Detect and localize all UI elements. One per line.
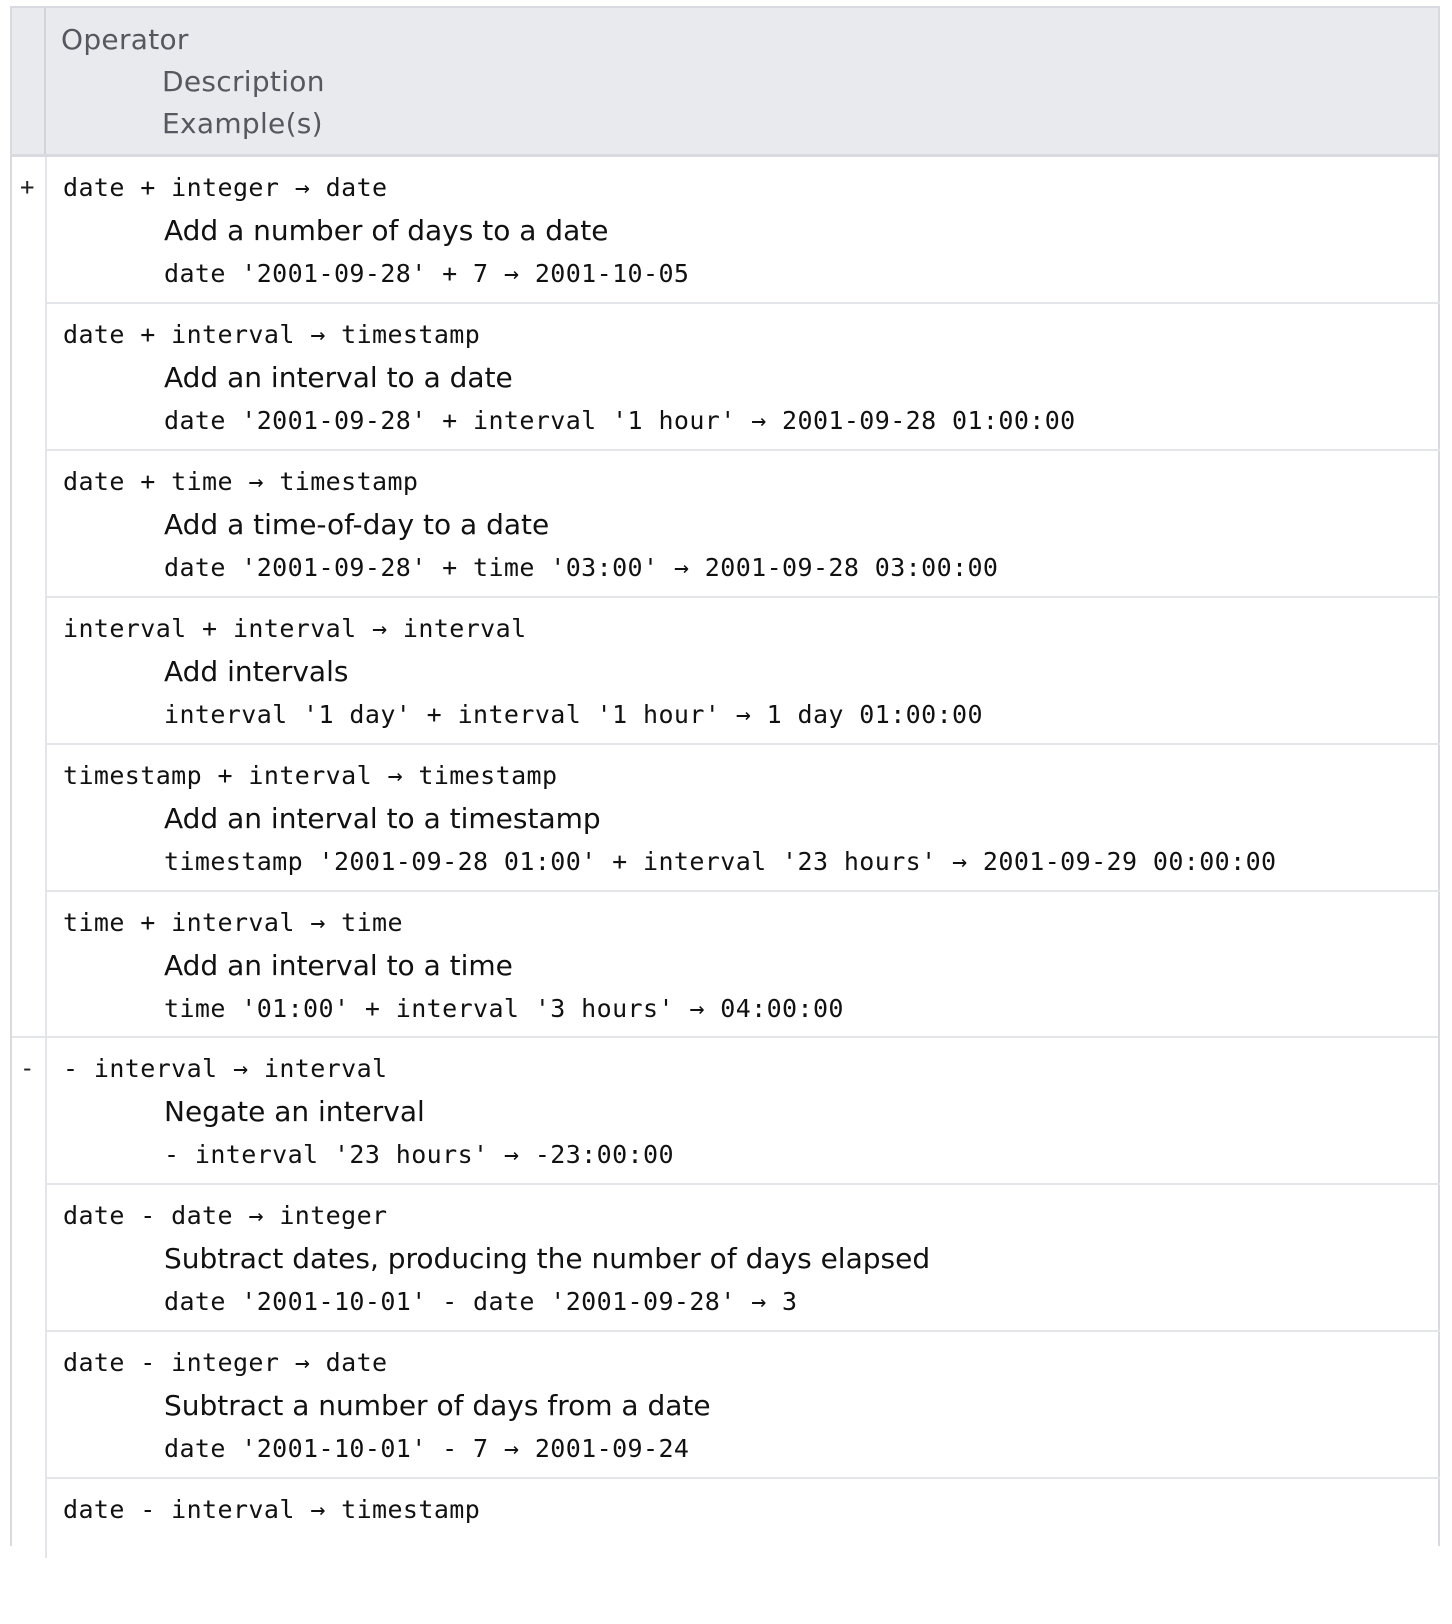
operator-example: timestamp '2001-09-28 01:00' + interval '23 hours' → 2001-09-29 00:00:00 (164, 847, 1277, 876)
operator-example: date '2001-10-01' - date '2001-09-28' → 3 (164, 1287, 798, 1316)
header-description: Description (162, 65, 325, 98)
table-row (47, 304, 1440, 451)
operator-example: date '2001-09-28' + 7 → 2001-10-05 (164, 259, 690, 288)
operator-description: Add a number of days to a date (164, 214, 609, 247)
operator-description: Add an interval to a date (164, 361, 513, 394)
table-row (47, 1479, 1440, 1624)
operator-description: Add a time-of-day to a date (164, 508, 550, 541)
operator-description: Subtract dates, producing the number of days elapsed (164, 1242, 931, 1275)
operator-example: date '2001-09-28' + interval '1 hour' → 2001-09-28 01:00:00 (164, 406, 1076, 435)
operators-table (10, 6, 1440, 1546)
operator-example: time '01:00' + interval '3 hours' → 04:00:00 (164, 994, 844, 1023)
table-row (47, 1038, 1440, 1185)
operator-description: Add intervals (164, 655, 349, 688)
operator-symbol: + (20, 173, 35, 201)
operator-signature: date - interval → timestamp (63, 1495, 481, 1524)
header-symbol-column (12, 8, 46, 154)
table-row (47, 1332, 1440, 1479)
header-operator: Operator (61, 23, 189, 56)
operator-description: Add an interval to a time (164, 949, 513, 982)
group-rows (45, 1038, 1440, 1558)
operator-group-plus (12, 157, 1438, 1038)
table-row (47, 745, 1440, 892)
operator-description: Subtract a number of days from a date (164, 1389, 711, 1422)
table-header (12, 8, 1438, 157)
operator-signature: interval + interval → interval (63, 614, 527, 643)
operator-signature: date + time → timestamp (63, 467, 419, 496)
group-rows (45, 157, 1440, 1036)
operator-signature: - interval → interval (63, 1054, 388, 1083)
operator-signature: date - integer → date (63, 1348, 388, 1377)
operator-example: date '2001-10-01' - 7 → 2001-09-24 (164, 1434, 690, 1463)
operator-signature: date - date → integer (63, 1201, 388, 1230)
operator-signature: date + integer → date (63, 173, 388, 202)
table-row (47, 1185, 1440, 1332)
operator-example: interval '1 day' + interval '1 hour' → 1 day 01:00:00 (164, 700, 983, 729)
header-examples: Example(s) (162, 107, 323, 140)
operator-example: date '2001-09-28' + time '03:00' → 2001-09-28 03:00:00 (164, 553, 999, 582)
operator-signature: date + interval → timestamp (63, 320, 481, 349)
operator-description: Negate an interval (164, 1095, 425, 1128)
operator-symbol: - (20, 1054, 35, 1082)
table-row (47, 598, 1440, 745)
operator-group-minus (12, 1038, 1438, 1558)
table-row (47, 157, 1440, 304)
operator-signature: timestamp + interval → timestamp (63, 761, 558, 790)
operator-signature: time + interval → time (63, 908, 403, 937)
operator-description: Add an interval to a timestamp (164, 802, 601, 835)
operator-example: - interval '23 hours' → -23:00:00 (164, 1140, 674, 1169)
table-row (47, 451, 1440, 598)
table-row (47, 892, 1440, 1037)
